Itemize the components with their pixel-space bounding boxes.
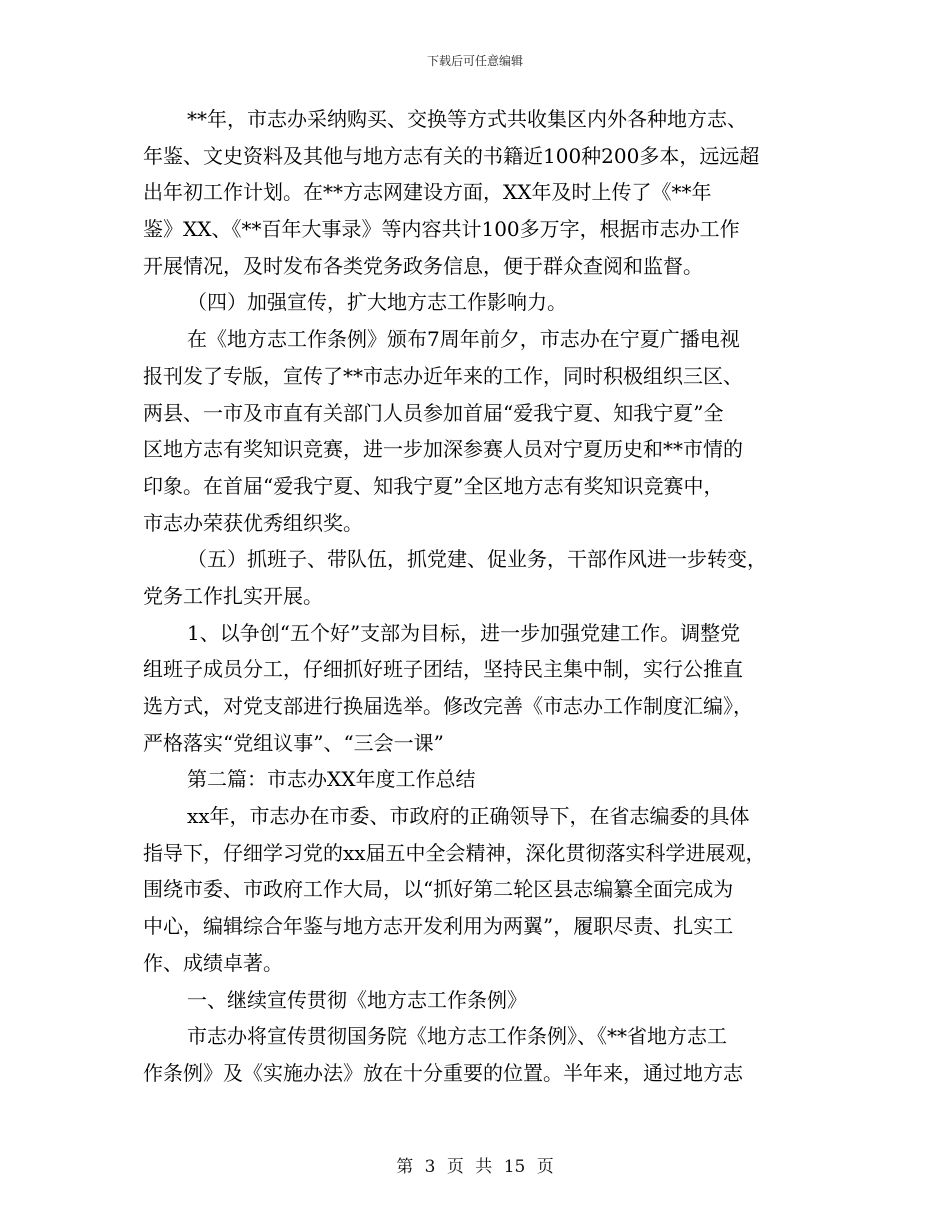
header-text: 下载后可任意编辑 (426, 54, 523, 68)
text-line: 印象。在首届“爱我宁夏、知我宁夏”全区地方志有奖知识竞赛中， (143, 473, 724, 498)
text-line: 年鉴、文史资料及其他与地方志有关的书籍近100种200多本，远远超 (143, 143, 760, 168)
page-header (0, 52, 950, 69)
page-footer (0, 1152, 950, 1177)
text-line: （五）抓班子、带队伍，抓党建、促业务，干部作风进一步转变， (187, 547, 767, 572)
text-line: 指导下，仔细学习党的xx届五中全会精神，深化贯彻落实科学进展观， (143, 840, 766, 865)
total-pages-number: 15 (503, 1157, 526, 1177)
current-page-number: 3 (424, 1157, 436, 1177)
text-line: xx年，市志办在市委、市政府的正确领导下，在省志编委的具体 (187, 804, 750, 829)
text-line: 中心，编辑综合年鉴与地方志开发利用为两翼”，履职尽责、扎实工 (143, 914, 734, 939)
text-line: 作条例》及《实施办法》放在十分重要的位置。半年来，通过地方志 (143, 1060, 743, 1085)
text-line: 市志办将宣传贯彻国务院《地方志工作条例》、《**省地方志工 (187, 1024, 727, 1049)
text-line: 出年初工作计划。在**方志网建设方面，XX年及时上传了《**年 (143, 180, 712, 205)
text-line: 作、成绩卓著。 (143, 950, 283, 975)
text-line: 市志办荣获优秀组织奖。 (143, 510, 363, 535)
text-line: 一、继续宣传贯彻《地方志工作条例》 (187, 987, 527, 1012)
footer-prefix: 第 (396, 1157, 414, 1177)
text-line: 严格落实“党组议事”、“三会一课” (143, 730, 444, 755)
text-line: 组班子成员分工，仔细抓好班子团结，坚持民主集中制，实行公推直 (143, 657, 743, 682)
text-line: 在《地方志工作条例》颁布7周年前夕，市志办在宁夏广播电视 (187, 327, 740, 352)
footer-mid: 页 共 (446, 1157, 493, 1177)
text-line: 选方式，对党支部进行换届选举。修改完善《市志办工作制度汇编》， (143, 694, 753, 718)
text-line: 1、以争创“五个好”支部为目标，进一步加强党建工作。调整党 (187, 620, 741, 645)
text-line: 鉴》XX、《**百年大事录》等内容共计100多万字，根据市志办工作 (143, 217, 740, 242)
text-line: 开展情况，及时发布各类党务政务信息，便于群众查阅和监督。 (143, 253, 703, 278)
text-line: **年，市志办采纳购买、交换等方式共收集区内外各种地方志、 (187, 107, 747, 131)
text-line: 两县、一市及市直有关部门人员参加首届“爱我宁夏、知我宁夏”全 (143, 400, 724, 425)
text-line: 围绕市委、市政府工作大局，以“抓好第二轮区县志编纂全面完成为 (143, 877, 734, 902)
text-line: 区地方志有奖知识竞赛，进一步加深参赛人员对宁夏历史和**市情的 (143, 437, 743, 462)
document-body (143, 101, 813, 1092)
text-line: （四）加强宣传，扩大地方志工作影响力。 (187, 290, 567, 315)
text-line: 报刊发了专版，宣传了**市志办近年来的工作，同时积极组织三区、 (143, 363, 743, 388)
text-line: 党务工作扎实开展。 (143, 583, 323, 608)
footer-suffix: 页 (536, 1157, 554, 1177)
text-line: 第二篇：市志办XX年度工作总结 (187, 767, 476, 792)
